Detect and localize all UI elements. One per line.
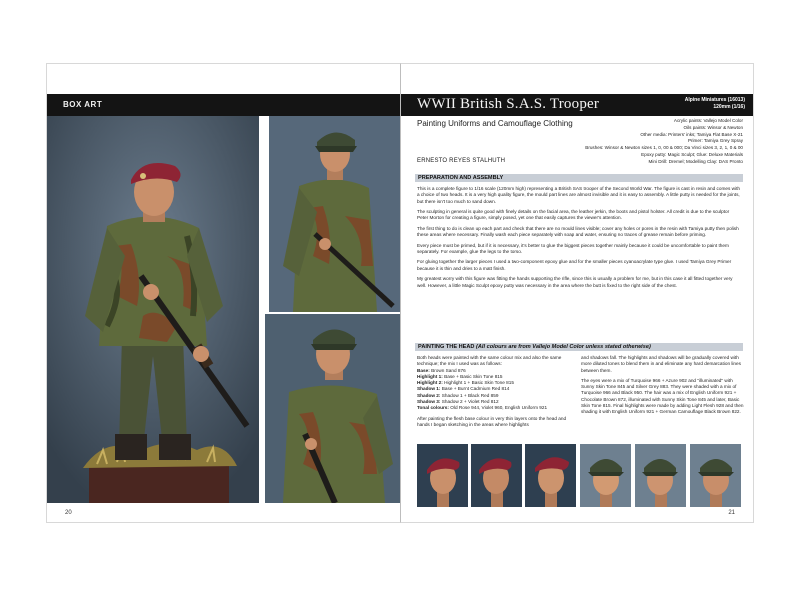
kit-info: [685, 97, 745, 111]
head-photo-cap: [635, 444, 686, 507]
paragraph: My greatest worry with this figure was fitting the hands supporting the rifle, since this is usually a problem for me, but in this case it all fitted together very well. However, a little Magic Sculpt epoxy putty was necessary in the area where the butt is fixed to the right side of the chest.: [417, 276, 733, 288]
paragraph: Every piece must be primed, but if it is necessary, it's better to glue the biggest pieces together mainly because it could be uncomfortable to paint them separately. For example, glue the legs to the torso.: [417, 242, 729, 254]
materials-item: Epoxy putty: Magic Sculpt; Glue: Deluxe Materials: [641, 151, 743, 157]
materials-item: Primer: Tamiya Grey Spray: [687, 138, 743, 144]
mix-value: Base + Basic Skin Tone 815: [444, 373, 503, 379]
head-progress-photos: [417, 444, 747, 507]
mix-value: Brown Sand 876: [431, 367, 466, 373]
figure-side-photo: [269, 116, 401, 312]
materials-item: Brushes: Winsor & Newton sizes 1, 0, 00 & 000; Da Vinci sizes 3, 2, 1, 0 & 00: [585, 145, 743, 151]
mix-label: Shadow 3:: [417, 399, 441, 405]
section-label: BOX ART: [63, 100, 103, 109]
materials-item: Mini Drill: Dremel; Modelling Clay: DAS Pronto: [648, 158, 743, 164]
painting-column-left: [417, 355, 577, 432]
mix-value: Old Rose 944, Violet 960, English Uniform 921: [450, 405, 548, 411]
mix-value: Base + Burnt Cadmium Red 814: [441, 386, 510, 392]
left-page: [46, 63, 400, 523]
paragraph: After painting the flesh base colour in very thin layers onto the head and hands I began sketching in the areas where highlights: [417, 415, 567, 427]
mix-row: [417, 405, 577, 411]
mix-value: Shadow 1 + Black Red 859: [441, 392, 499, 398]
page-number-right: 21: [728, 510, 735, 516]
mix-label: Base:: [417, 367, 430, 373]
head-photo-beret: [525, 444, 576, 507]
kit-scale: 120mm (1/16): [713, 104, 745, 110]
article-subtitle: Painting Uniforms and Camouflage Clothing: [417, 119, 573, 128]
kit-manufacturer: Alpine Miniatures (16013): [684, 97, 745, 103]
figure-full-body-image: [47, 116, 259, 503]
materials-item: Oils paints: Winsor & Newton: [683, 124, 743, 130]
section-heading-painting-head: [415, 343, 743, 351]
figure-side-image: [269, 116, 401, 312]
materials-list: [533, 118, 743, 166]
right-page: [400, 63, 754, 523]
author-name: ERNESTO REYES STALHUTH: [417, 158, 506, 164]
head-photo-cap: [580, 444, 631, 507]
mix-label: Shadow 1:: [417, 386, 441, 392]
paragraph: The first thing to do is clean up each part and check that there are no mould lines visible; cover any holes or pores in the resin with Tamiya putty then polish these areas where necessary. Finally wash each piece separately with soap and water, ensuring no traces of grease remain before priming.: [417, 225, 739, 238]
mix-label: Shadow 2:: [417, 392, 441, 398]
preparation-body: [417, 186, 741, 293]
main-figure-photo: [47, 116, 259, 503]
materials-item: Other media: Printers' inks; Tamiya Flat Base X-21: [640, 131, 743, 137]
mix-value: Shadow 2 + Violet Red 812: [441, 399, 499, 405]
mix-intro: Both heads were painted with the same colour mix and also the same technique; the mix I used was as follows:: [417, 355, 562, 367]
magazine-spread: [46, 63, 754, 523]
section-heading-text: PAINTING THE HEAD: [418, 344, 475, 350]
section-heading-note: (All colours are from Vallejo Model Color unless stated otherwise): [476, 344, 651, 350]
paragraph: The sculpting in general is quite good with finely details on the facial area, the leather jerkin, the boots and pistol holster. All credit is due to the sculptor Peter Morton for creating a figure, simply posed, yet one that easily captures the viewer's attention.: [417, 209, 730, 221]
head-photo-beret: [417, 444, 468, 507]
mix-label: Highlight 2:: [417, 380, 443, 386]
paragraph: and shadows fall. The highlights and shadows will be gradually covered with more diluted tones to blend them in and eliminate any hard demarcation lines between them.: [581, 355, 741, 373]
materials-item: Acrylic paints: Vallejo Model Color: [673, 118, 743, 123]
paragraph: This is a complete figure to 1/16 scale (120mm high) representing a British SAS trooper of the Second World War. The figure is cast in resin and comes with a choice of two heads. It is a very high quality figure, the mould part lines are almost invisible and it is easy to assembly. A little putty is needed for the joints, but there isn't too much to sand down.: [417, 186, 740, 204]
head-photo-cap: [690, 444, 741, 507]
mix-label: Highlight 1:: [417, 373, 443, 379]
figure-detail-image: [265, 314, 401, 503]
figure-detail-photo: [265, 314, 401, 503]
paragraph: For gluing together the larger pieces I used a two-component epoxy glue and for the smaller pieces cyanoacrylate type glue. I used Tamiya Grey Primer because it is thin and dries to a matt finish.: [417, 259, 732, 271]
head-photo-beret: [471, 444, 522, 507]
section-heading-preparation: PREPARATION AND ASSEMBLY: [415, 174, 743, 182]
mix-label: Tonal colours:: [417, 405, 449, 411]
mix-value: Highlight 1 + Basic Skin Tone 815: [444, 380, 514, 386]
painting-column-right: [581, 355, 744, 420]
page-number-left: 20: [65, 510, 72, 516]
paragraph: The eyes were a mix of Turquoise 966 + Azure 902 and "illuminated" with Sunny Skin Tone 845 and Silver Grey 883. They were shaded with a mix of Turquoise 966 and Black 950. The hair was a mix of English Uniform 921 + Chocolate Brown 872, illuminated with Sunny Skin Tone 845 and later, Basic Skin Tone 815. Final highlights were made by adding Light Flesh 928 and then shading it with English Uniform 921 + German Camouflage Black Brown 822.: [581, 377, 744, 415]
article-title: WWII British S.A.S. Trooper: [417, 96, 600, 112]
